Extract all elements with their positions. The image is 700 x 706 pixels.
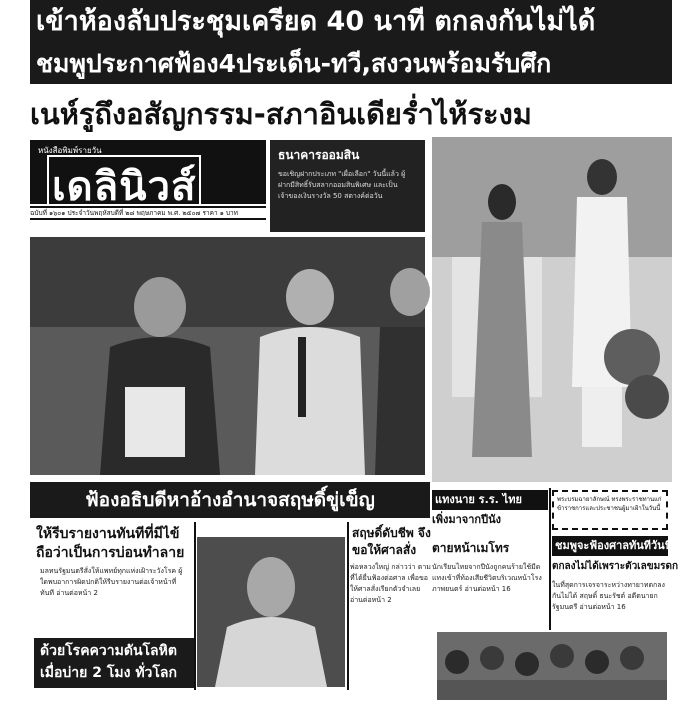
masthead [30, 140, 266, 210]
photo-crowd [437, 632, 667, 700]
story5-subhead: ตกลงไม่ได้เพราะตัวเลขมรดก [552, 561, 679, 572]
column-divider [347, 522, 349, 690]
story4-text: นักเรียนไทยจากปีนังถูกคนร้ายใช้มีดแทงเข้าที่ท้องเสียชีวิตบริเวณหน้าโรงภาพยนตร์ อ่านต่อหน้า 16 [432, 563, 542, 593]
story1-text: มลทนรัฐมนตรีสั่งให้แพทย์ทุกแห่งเฝ้าระวังโรค ผู้ใดพบอาการผิดปกติให้รีบรายงานต่อเจ้าหน้าที่ทันที อ่านต่อหน้า 2 [40, 567, 183, 597]
column-divider [549, 488, 551, 630]
main-story-banner: ฟ้องอธิบดีหาอ้างอำนาจสฤษดิ์ขู่เข็ญ [30, 482, 430, 518]
photo-portrait [197, 537, 345, 687]
ad-body: ขอเชิญฝากประเภท "เผื่อเลือก" วันนี้แล้ว ผู้ฝากมีสิทธิ์รับสลากออมสินพิเศษ และเป็นเจ้าของเงินรางวัล 50 สตางค์ต่อวัน [278, 170, 406, 200]
headline-second: ชมพูประกาศฟ้อง4ประเด็น-ทวี,สงวนพร้อมรับศึก [30, 44, 672, 84]
story4-head3: ตายหน้าเมโทร [432, 541, 510, 555]
story2-banner: ด้วยโรคความดันโลหิต เมื่อบ่าย 2 โมง ทั่วโลกสลด [34, 638, 194, 688]
column-divider [194, 522, 196, 690]
photo-ceremony [432, 137, 672, 482]
bank-advertisement [270, 140, 425, 232]
story5-head: ชมพูจะฟ้องศาลทันทีวันนี้ [552, 536, 668, 556]
headline-top: เข้าห้องลับประชุมเครียด 40 นาที ตกลงกันไม่ได้ [30, 0, 672, 44]
story3-text: พ่อหลวงใหญ่ กล่าวว่า ตามที่ได้ยื่นฟ้องต่อศาล เพื่อขอให้ศาลสั่งเรียกตัวจำเลย อ่านต่อหน้า 2 [350, 563, 431, 604]
story5-text: ในที่สุดการเจรจาระหว่างทายาทตกลงกันไม่ได้ สฤษดิ์ ธนะรัชต์ อดีตนายกรัฐมนตรี อ่านต่อหน้า 16 [552, 581, 665, 611]
ad-title: ธนาคารออมสิน [278, 148, 360, 162]
story3-title: สฤษดิ์ดับชีพ จึงขอให้ศาลสั่ง [352, 526, 431, 557]
story4-head2: เพิ่งมาจากปีนัง [432, 513, 501, 526]
story1-title: ให้รีบรายงานทันทีที่มีไข้ ถือว่าเป็นการบ่อนทำลาย [36, 526, 185, 561]
newspaper-logo: เดลินิวส์ [46, 154, 202, 218]
story4-head1: แทงนาย ร.ร. ไทย [432, 490, 548, 510]
photo-meeting [30, 237, 425, 475]
masthead-small-text: หนังสือพิมพ์รายวัน [38, 146, 102, 155]
dateline: ฉบับที่ ๑๖๐๑ ประจำวันพฤหัสบดีที่ ๒๘ พฤษภาคม พ.ศ. ๒๕๐๗ ราคา ๑ บาท [30, 206, 266, 220]
notice-box: พระบรมฉายาลักษณ์ ทรงพระราชทานแก่ข้าราชการและประชาชนผู้มาเฝ้าในวันนี้ [552, 490, 668, 530]
headline-third: เนห์รูถึงอสัญกรรม-สภาอินเดียร่ำไห้ระงม [30, 97, 532, 131]
